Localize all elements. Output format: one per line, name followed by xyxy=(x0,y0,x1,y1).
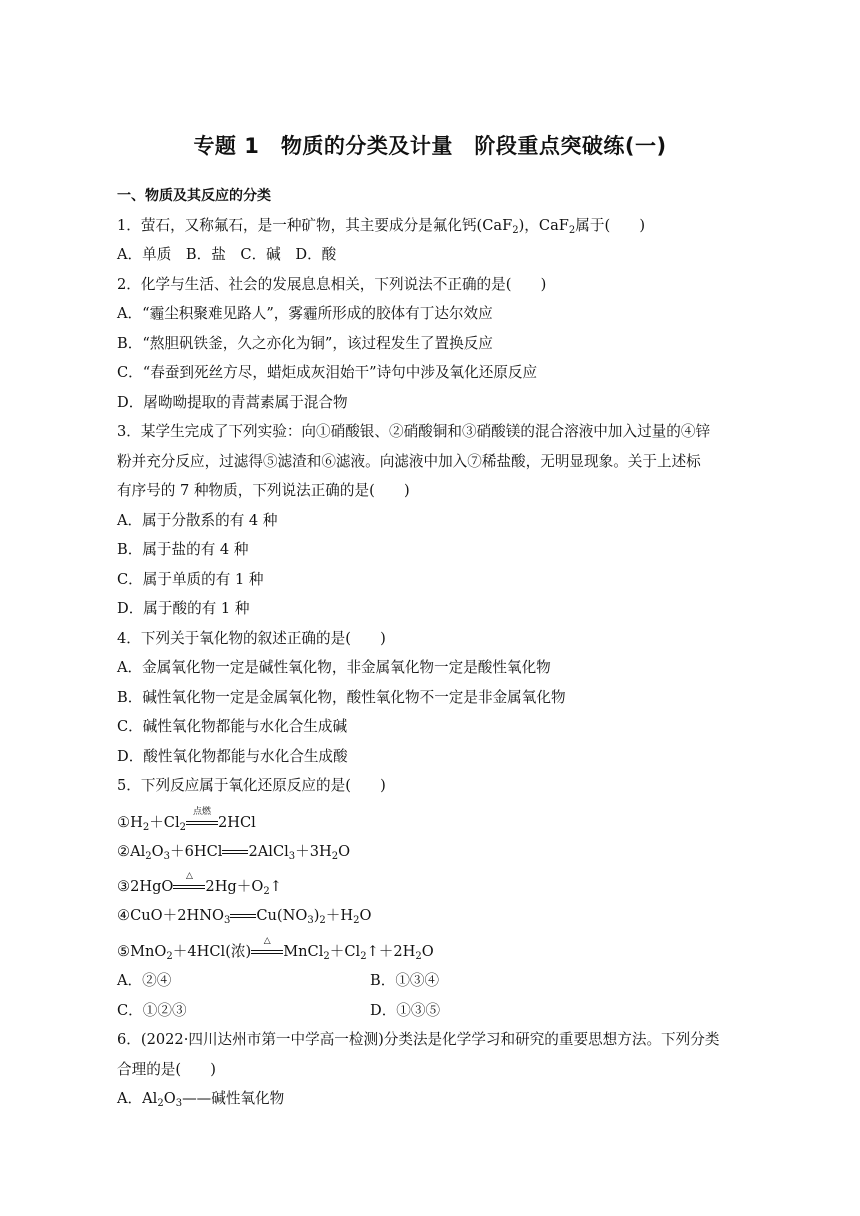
question-4-option-c: C．碱性氧化物都能与水化合生成碱 xyxy=(117,718,348,735)
question-2-option-b: B．“熬胆矾铁釜，久之亦化为铜”，该过程发生了置换反应 xyxy=(117,335,493,352)
equation-2: $②Al_2O_3+6HCl$ $2AlCl_3+3H_2O$ xyxy=(117,843,351,862)
question-2-option-a: A．“霾尘积聚难见路人”，雾霾所形成的胶体有丁达尔效应 xyxy=(117,305,493,322)
question-1-options: A．单质 B．盐 C．碱 D．酸 xyxy=(117,246,337,263)
question-5-option-a: A．②④ xyxy=(117,972,172,989)
condition-arrow: △ xyxy=(251,942,283,962)
question-3-option-c: C．属于单质的有 1 种 xyxy=(117,571,264,588)
question-6-stem-line-1: 6．(2022·四川达州市第一中学高一检测)分类法是化学学习和研究的重要思想方法。下列分类 xyxy=(117,1031,720,1048)
condition-arrow: △ xyxy=(173,877,205,897)
equation-4: $④CuO+2HNO_3$ $Cu(NO_3)_2+H_2O$ xyxy=(117,907,372,926)
question-6-option-a: A．$Al_2O_3——$碱性氧化物 xyxy=(117,1090,285,1109)
question-4-option-a: A．金属氧化物一定是碱性氧化物，非金属氧化物一定是酸性氧化物 xyxy=(117,659,551,676)
question-4-stem: 4．下列关于氧化物的叙述正确的是( ) xyxy=(117,630,386,647)
question-2-stem: 2．化学与生活、社会的发展息息相关，下列说法不正确的是( ) xyxy=(117,276,547,293)
question-3-option-a: A．属于分散系的有 4 种 xyxy=(117,512,278,529)
section-heading: 一、物质及其反应的分类 xyxy=(117,188,271,204)
equation-1: $①H_2+Cl_2$ 点燃 2HCl xyxy=(117,807,256,833)
question-1-stem: 1．萤石，又称氟石，是一种矿物，其主要成分是氟化钙(CaF$_2$)，CaF$_2$属于( ) xyxy=(117,217,646,236)
question-5-option-b: B．①③④ xyxy=(370,972,440,989)
page-title: 专题 1 物质的分类及计量 阶段重点突破练(一) xyxy=(193,134,667,158)
equation-3: ③2HgO △ $2Hg+O_2↑$ xyxy=(117,871,282,897)
question-5-stem: 5．下列反应属于氧化还原反应的是( ) xyxy=(117,777,386,794)
question-4-option-b: B．碱性氧化物一定是金属氧化物，酸性氧化物不一定是非金属氧化物 xyxy=(117,689,566,706)
question-2-option-d: D．屠呦呦提取的青蒿素属于混合物 xyxy=(117,394,348,411)
question-6-stem-line-2: 合理的是( ) xyxy=(117,1061,216,1078)
condition-arrow: 点燃 xyxy=(186,813,218,833)
question-3-stem-line-3: 有序号的 7 种物质，下列说法正确的是( ) xyxy=(117,482,410,499)
question-2-option-c: C．“春蚕到死丝方尽，蜡炬成灰泪始干”诗句中涉及氧化还原反应 xyxy=(117,364,538,381)
question-3-option-b: B．属于盐的有 4 种 xyxy=(117,541,249,558)
question-5-option-d: D．①③⑤ xyxy=(370,1002,441,1019)
question-3-stem-line-1: 3．某学生完成了下列实验：向①硝酸银、②硝酸铜和③硝酸镁的混合溶液中加入过量的④锌 xyxy=(117,423,711,440)
question-5-option-c: C．①②③ xyxy=(117,1002,187,1019)
question-4-option-d: D．酸性氧化物都能与水化合生成酸 xyxy=(117,748,348,765)
question-3-stem-line-2: 粉并充分反应，过滤得⑤滤渣和⑥滤液。向滤液中加入⑦稀盐酸，无明显现象。关于上述标 xyxy=(117,453,701,470)
question-3-option-d: D．属于酸的有 1 种 xyxy=(117,600,250,617)
equation-5: ⑤MnO$_2$＋4HCl(浓) △ $MnCl_2+Cl_2↑+2H_2O$ xyxy=(117,936,434,962)
